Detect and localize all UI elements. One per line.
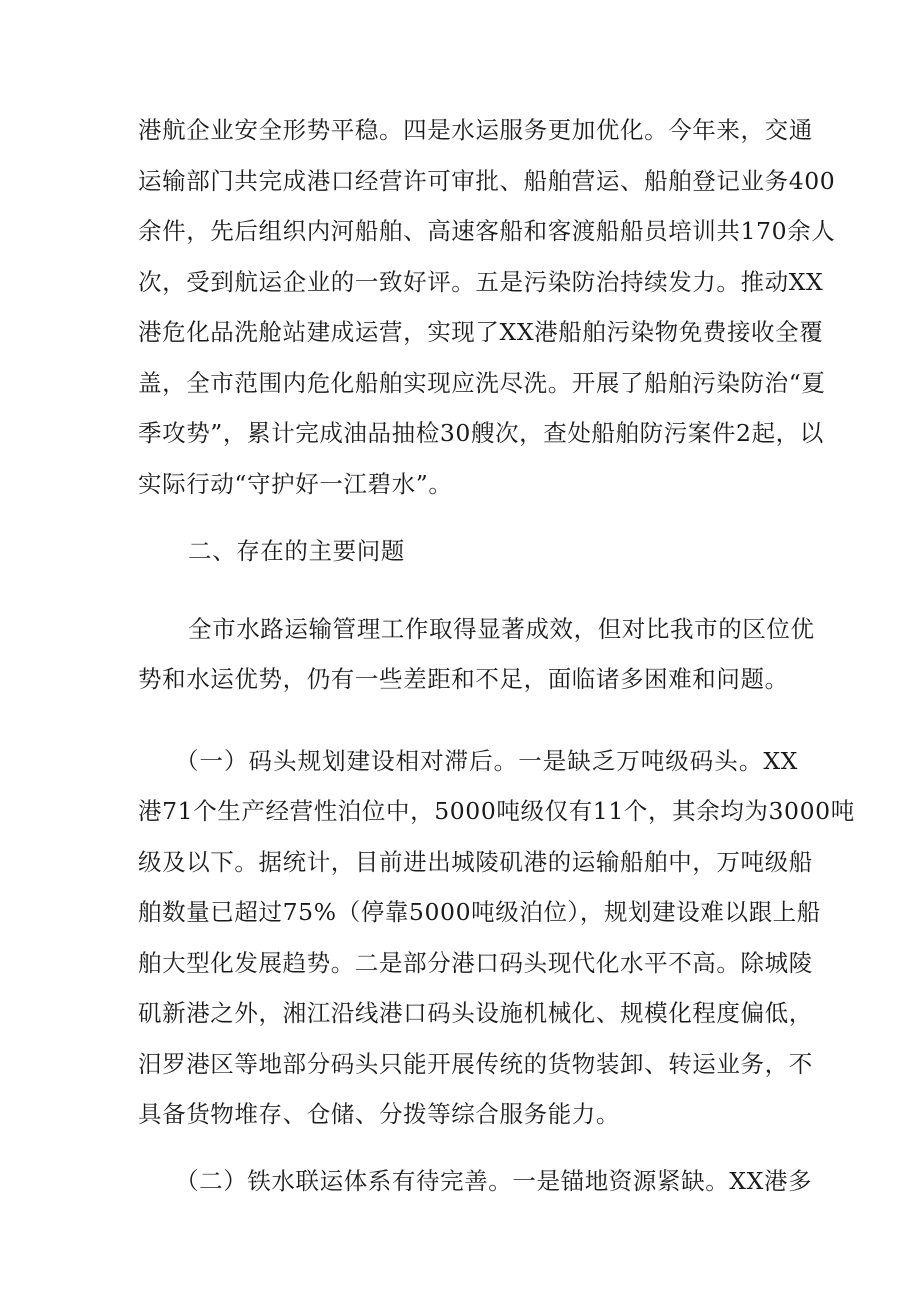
paragraph-1-line-1: 港航企业安全形势平稳。四是水运服务更加优化。今年来，交通 [138, 116, 813, 144]
paragraph-3-line-7: 汨罗港区等地部分码头只能开展传统的货物装卸、转运业务，不 [138, 1050, 813, 1078]
paragraph-1-line-2: 运输部门共完成港口经营许可审批、船舶营运、船舶登记业务400 [138, 167, 836, 195]
paragraph-3-line-3: 级及以下。据统计，目前进出城陵矶港的运输船舶中，万吨级船 [138, 848, 813, 876]
paragraph-3-line-5: 舶大型化发展趋势。二是部分港口码头现代化水平不高。除城陵 [138, 949, 813, 977]
paragraph-1-line-7: 季攻势”，累计完成油品抽检30艘次，查处船舶防污案件2起，以 [138, 419, 824, 447]
paragraph-1-line-3: 余件，先后组织内河船舶、高速客船和客渡船船员培训共170余人 [138, 217, 836, 245]
paragraph-1-line-8: 实际行动“守护好一江碧水”。 [138, 470, 453, 498]
paragraph-3-line-1: （一）码头规划建设相对滞后。一是缺乏万吨级码头。XX [175, 747, 798, 775]
paragraph-3-line-6: 矶新港之外，湘江沿线港口码头设施机械化、规模化程度偏低， [138, 999, 813, 1027]
paragraph-1-line-4: 次，受到航运企业的一致好评。五是污染防治持续发力。推动XX [138, 268, 824, 296]
paragraph-1-line-5: 港危化品洗舱站建成运营，实现了XX港船舶污染物免费接收全覆 [138, 318, 824, 346]
paragraph-3-line-2: 港71个生产经营性泊位中，5000吨级仅有11个，其余均为3000吨 [138, 797, 855, 825]
paragraph-2-line-2: 势和水运优势，仍有一些差距和不足，面临诸多困难和问题。 [138, 665, 789, 693]
paragraph-1-line-6: 盖，全市范围内危化船舶实现应洗尽洗。开展了船舶污染防治“夏 [138, 369, 826, 397]
section-heading-2: 二、存在的主要问题 [188, 537, 405, 565]
paragraph-3-line-8: 具备货物堆存、仓储、分拨等综合服务能力。 [138, 1100, 620, 1128]
paragraph-4-line-1: （二）铁水联运体系有待完善。一是锚地资源紧缺。XX港多 [175, 1167, 813, 1195]
paragraph-2-line-1: 全市水路运输管理工作取得显著成效，但对比我市的区位优 [188, 615, 815, 643]
paragraph-3-line-4: 舶数量已超过75%（停靠5000吨级泊位），规划建设难以跟上船 [138, 898, 821, 926]
